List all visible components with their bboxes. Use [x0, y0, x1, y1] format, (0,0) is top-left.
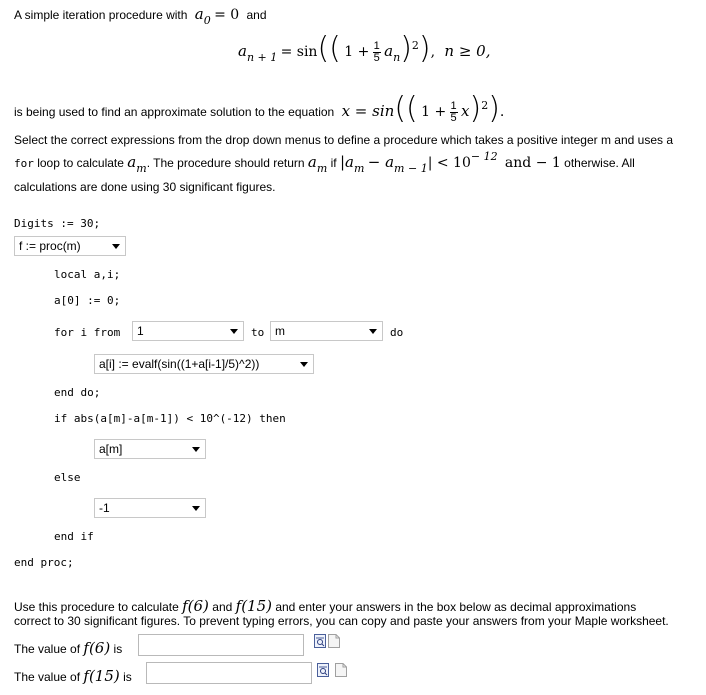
recurrence-an: a: [384, 42, 394, 60]
document-icon[interactable]: [335, 663, 347, 677]
from-select[interactable]: [132, 321, 244, 341]
instructions-line3: calculations are done using 30 significant figures.: [14, 180, 276, 194]
code-do: do: [390, 326, 404, 339]
chevron-down-icon: [300, 362, 308, 367]
code-local: local a,i;: [54, 268, 121, 281]
am2-subscript: m: [316, 162, 328, 175]
a0-subscript: 0: [203, 14, 211, 27]
recurrence-formula: [238, 32, 491, 72]
abs-minus: − a: [367, 153, 395, 171]
paren-close-outer: ): [418, 31, 431, 66]
answer-expr: f(6): [83, 639, 111, 657]
abs-expr: |a: [339, 153, 354, 171]
eq-paren-close-outer: ): [488, 91, 500, 126]
equation-period: .: [499, 104, 505, 120]
answer-prefix: The value of: [14, 642, 81, 656]
recurrence-sin: = sin: [280, 44, 318, 60]
code-to: to: [251, 326, 265, 339]
proc-select-value: f := proc(m): [19, 239, 81, 253]
recurrence-condition: n ≥ 0,: [444, 42, 491, 60]
equation-exponent: 2: [481, 99, 489, 112]
a0-symbol: [194, 5, 211, 27]
tolerance-exponent: − 12: [470, 150, 498, 163]
intro-text: A simple iteration procedure with: [14, 8, 188, 22]
edit-icon[interactable]: [314, 634, 326, 648]
task-text: Use this procedure to calculate: [14, 600, 179, 614]
chevron-down-icon: [192, 506, 200, 511]
equation-line: [14, 92, 504, 124]
equation-text: is being used to find an approximate solution to the equation: [14, 105, 335, 119]
to-select-value: m: [275, 324, 285, 338]
eq-fraction-denominator: 5: [450, 112, 457, 125]
recurrence-lhs: a: [238, 42, 247, 60]
instructions-loop-text: loop to calculate: [37, 156, 124, 170]
am-symbol: a: [127, 153, 137, 171]
instructions-return-text: . The procedure should return: [146, 156, 305, 170]
from-select-value: 1: [137, 324, 144, 338]
am2-symbol: a: [307, 153, 317, 171]
a0-value: = 0: [214, 7, 240, 23]
then-select[interactable]: [94, 439, 206, 459]
recurrence-exponent: 2: [411, 39, 419, 52]
recurrence-an-subscript: n: [393, 51, 401, 64]
proc-select[interactable]: [14, 236, 126, 256]
loop-body-value: a[i] := evalf(sin((1+a[i-1]/5)^2)): [99, 357, 260, 371]
fraction-numerator: 1: [373, 40, 380, 53]
chevron-down-icon: [369, 329, 377, 334]
for-keyword: for: [14, 157, 34, 170]
otherwise-text: otherwise. All: [564, 156, 635, 170]
recurrence-lhs-subscript: n + 1: [246, 51, 278, 64]
if-word: if: [330, 156, 337, 170]
else-select-value: -1: [99, 501, 110, 515]
task-line2: correct to 30 significant figures. To prevent typing errors, you can copy and paste your answers from your Maple worksheet.: [14, 614, 669, 628]
chevron-down-icon: [112, 244, 120, 249]
code-else: else: [54, 471, 81, 484]
chevron-down-icon: [230, 329, 238, 334]
equation-fraction: [450, 101, 458, 124]
task-line1: [14, 597, 636, 615]
task-text-continued: and enter your answers in the box below as decimal approximations: [275, 600, 637, 614]
task-f15: f(15): [235, 597, 272, 615]
answer-label-f6: [14, 639, 122, 657]
paren-open-inner: (: [329, 31, 341, 66]
answer-f15-input[interactable]: [146, 662, 312, 684]
equation-one-plus: 1 +: [421, 104, 447, 120]
answer-label-f15: [14, 667, 132, 685]
abs-subscript-2: m − 1: [394, 162, 428, 175]
code-if-line: if abs(a[m]-a[m-1]) < 10^(-12) then: [54, 412, 286, 425]
paren-close-inner: ): [400, 31, 412, 66]
eq-fraction-numerator: 1: [450, 100, 457, 113]
code-init: a[0] := 0;: [54, 294, 121, 307]
code-digits: Digits := 30;: [14, 217, 101, 230]
answer-suffix: is: [123, 670, 132, 684]
intro-line: [14, 5, 267, 27]
loop-body-select[interactable]: [94, 354, 314, 374]
task-and: and: [212, 600, 233, 614]
equation-x: x: [461, 102, 470, 120]
and-minus-one: and − 1: [504, 155, 561, 171]
else-select[interactable]: [94, 498, 206, 518]
eq-paren-open-outer: (: [394, 91, 407, 126]
code-for-from: for i from: [54, 326, 121, 339]
am-subscript: m: [136, 162, 147, 175]
fraction-denominator: 5: [373, 52, 380, 65]
to-select[interactable]: [270, 321, 383, 341]
abs-less-than: | < 10: [427, 155, 471, 171]
answer-f6-input[interactable]: [138, 634, 304, 656]
chevron-down-icon: [192, 447, 200, 452]
instructions-line2: [14, 150, 635, 175]
edit-icon[interactable]: [317, 663, 329, 677]
intro-and: and: [246, 8, 267, 22]
eq-paren-close-inner: ): [469, 91, 482, 126]
code-end-do: end do;: [54, 386, 101, 399]
answer-suffix: is: [113, 642, 123, 656]
task-f6: f(6): [182, 597, 209, 615]
equation-lhs: x = sin: [341, 102, 395, 120]
recurrence-comma: ,: [430, 44, 436, 60]
recurrence-fraction: [373, 41, 381, 64]
recurrence-one-plus: 1 +: [344, 44, 370, 60]
answer-prefix: The value of: [14, 670, 81, 684]
eq-paren-open-inner: (: [406, 91, 418, 126]
document-icon[interactable]: [328, 634, 340, 648]
code-end-proc: end proc;: [14, 556, 74, 569]
then-select-value: a[m]: [99, 442, 123, 456]
answer-expr: f(15): [83, 667, 120, 685]
instructions-line1: Select the correct expressions from the drop down menus to define a procedure which takes a positive integer m and uses a: [14, 133, 674, 147]
a0-letter: a: [194, 5, 204, 23]
abs-subscript-1: m: [353, 162, 365, 175]
paren-open-outer: (: [317, 31, 330, 66]
code-end-if: end if: [54, 530, 94, 543]
